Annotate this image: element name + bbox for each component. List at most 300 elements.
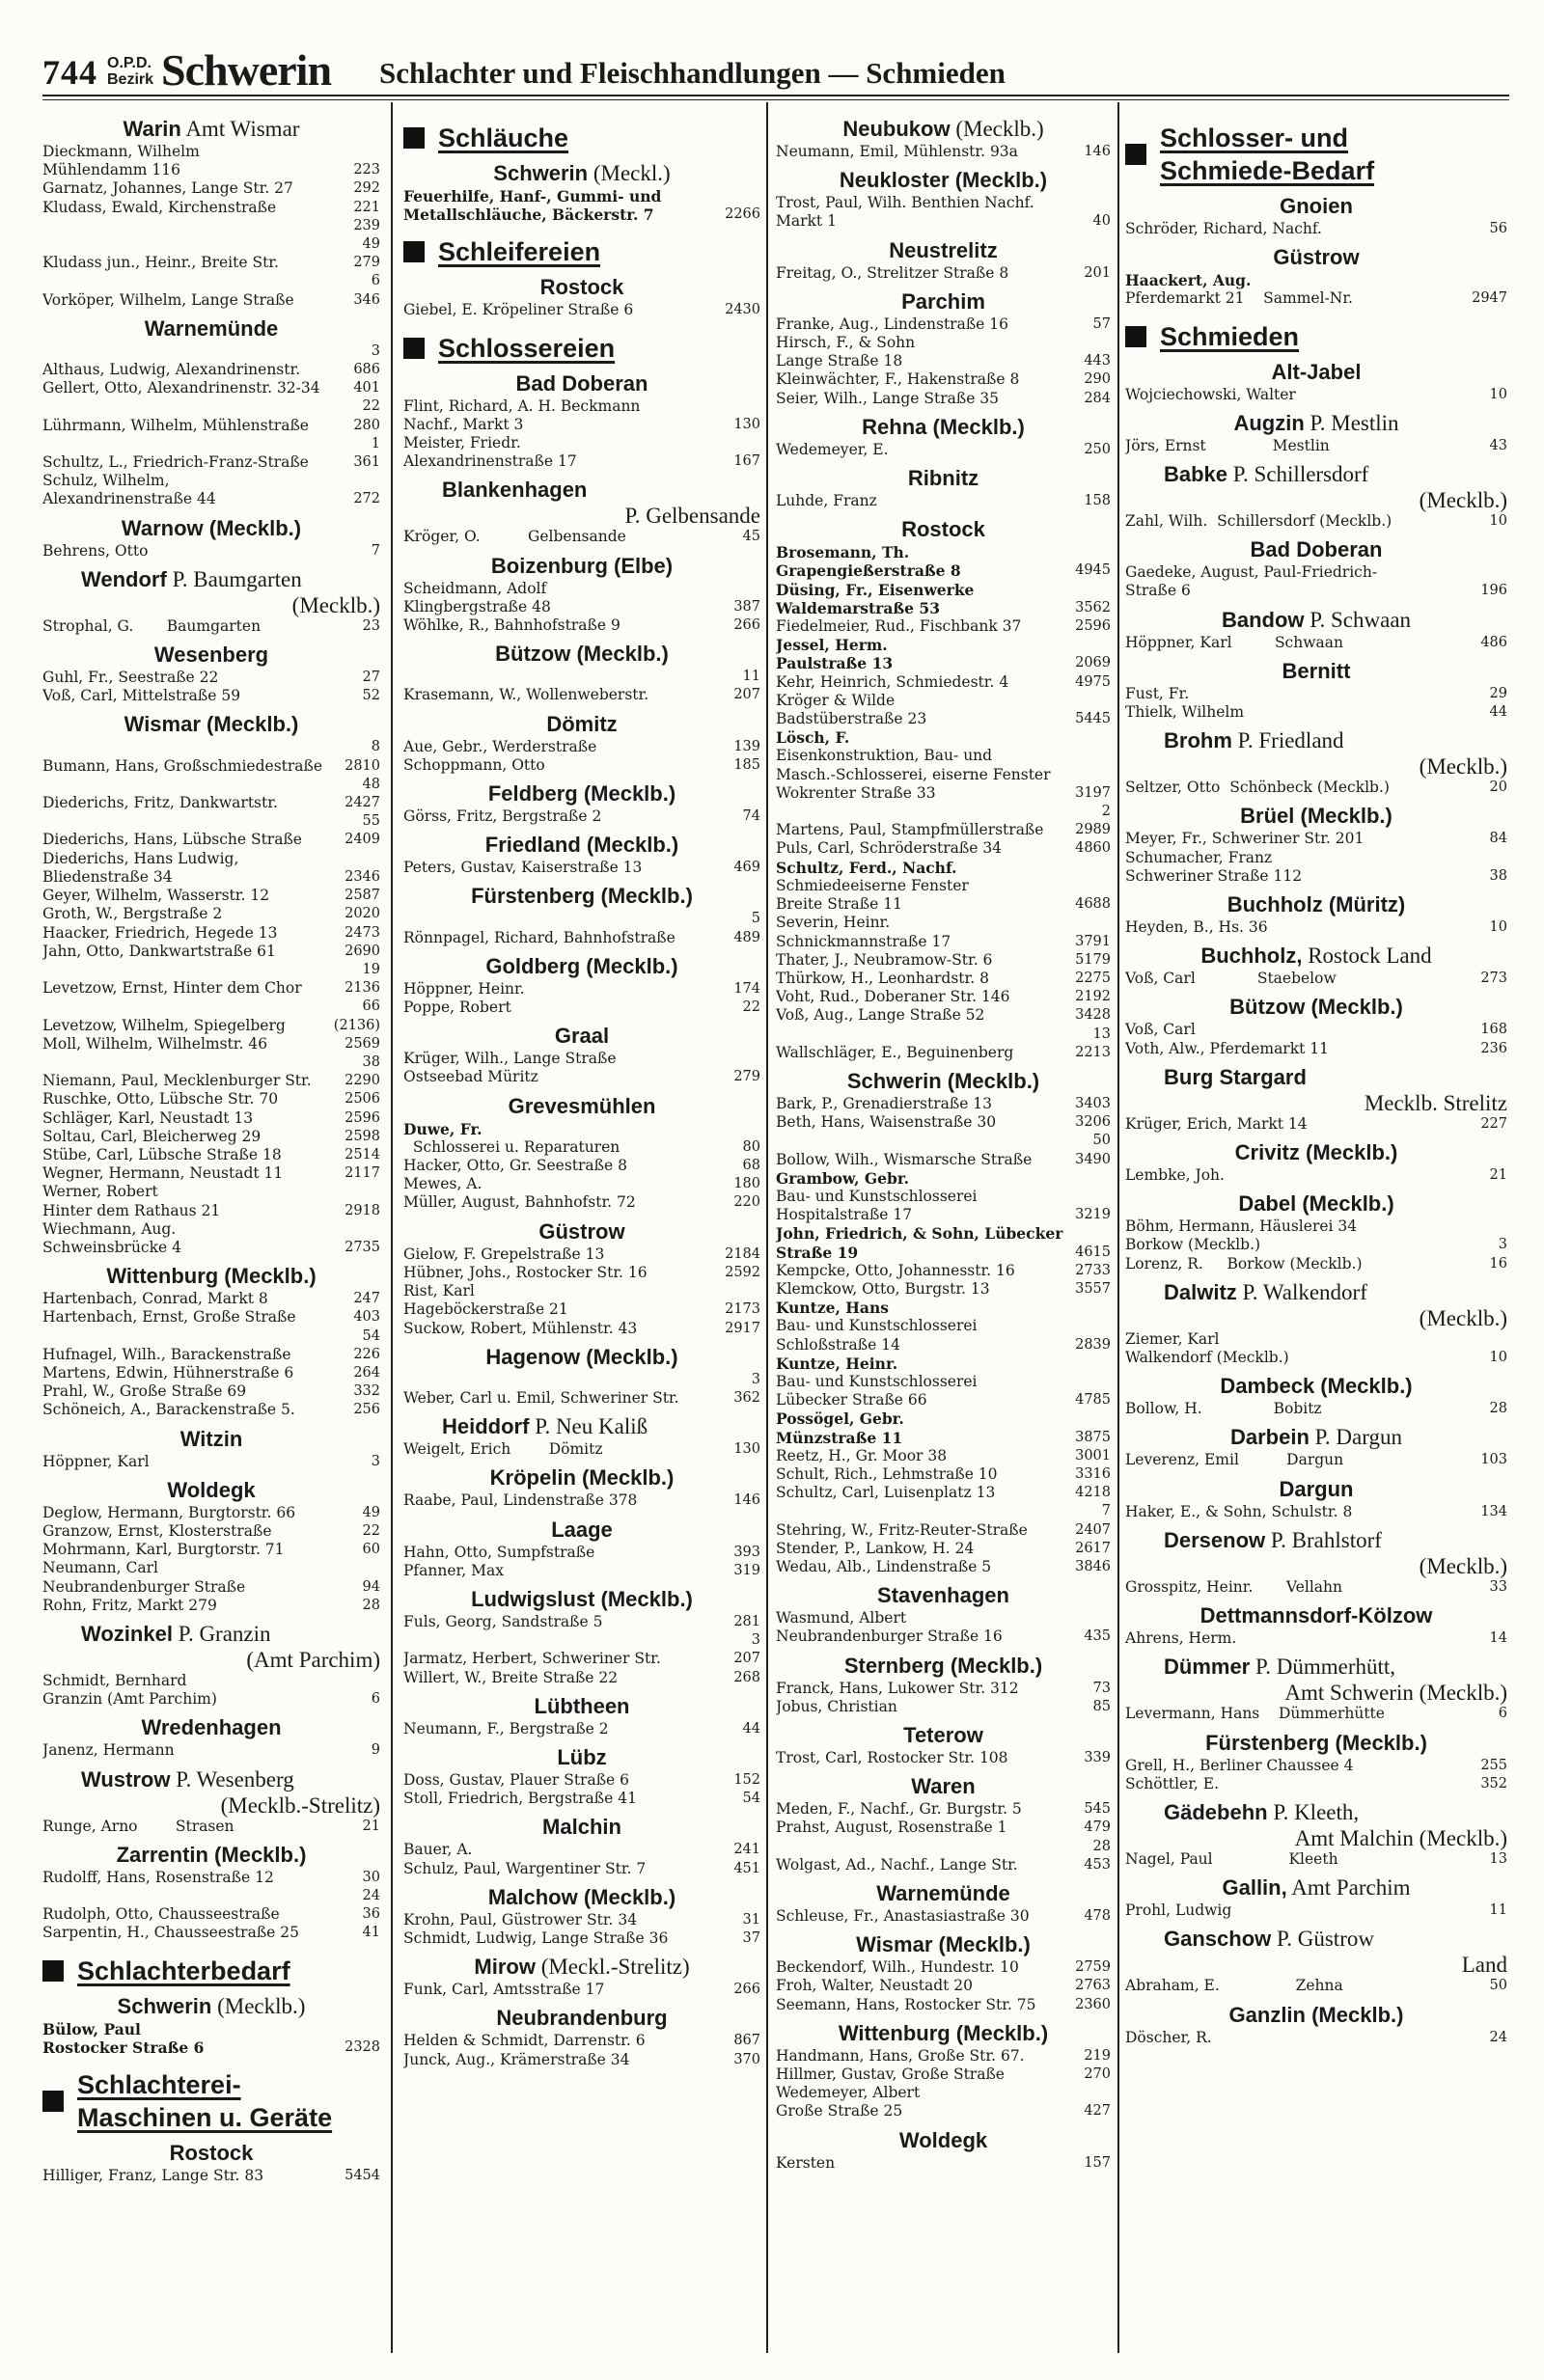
listing-name: Bollow, Wilh., Wismarsche Straße: [776, 1150, 1033, 1168]
listing-name: Groth, W., Bergstraße 2: [42, 905, 223, 923]
phone-number: 10: [1489, 919, 1507, 936]
listing-entry: [42, 235, 380, 272]
phone-number: 139: [733, 738, 760, 754]
town-name: Warin: [123, 117, 181, 141]
phone-number: 2759: [1075, 1959, 1111, 1976]
listing-name: Flint, Richard, A. H. Beckmann Nachf., Markt 3: [403, 397, 641, 433]
town-name: Ribnitz: [907, 466, 979, 491]
listing-name: Scheidmann, Adolf Klingbergstraße 48: [403, 579, 551, 616]
listing-entry: [42, 1290, 380, 1308]
town-heading: [42, 1621, 380, 1672]
phone-number: 80: [742, 1138, 760, 1155]
listing-entry: [776, 1609, 1111, 1646]
listing-entry: [776, 1280, 1111, 1299]
town-heading: [1125, 1527, 1507, 1578]
listing-entry: [403, 1929, 760, 1948]
listing-entry: [776, 1465, 1111, 1484]
listing-entry: [42, 179, 380, 198]
town-heading: [403, 1093, 760, 1120]
listing-name: Hillmer, Gustav, Große Straße: [776, 2065, 1005, 2084]
town-postal-note: (Mecklb.): [211, 1993, 306, 2018]
listing-entry: [42, 199, 380, 217]
phone-number: 7: [371, 542, 380, 559]
listing-name: Hübner, Johs., Rostocker Str. 16: [403, 1263, 648, 1281]
phone-number: 7 2407: [1075, 1503, 1111, 1538]
phone-number: 29: [1489, 685, 1507, 701]
listing-name: Lührmann, Wilhelm, Mühlenstraße: [42, 416, 309, 434]
town-name: Rostock: [169, 2141, 254, 2166]
listing-entry: [1125, 830, 1507, 848]
listing-entry: [776, 1169, 1111, 1188]
listing-name: Seier, Wilh., Lange Straße 35: [776, 389, 1000, 407]
phone-number: 2733: [1075, 1262, 1111, 1278]
town-name: Wismar (Mecklb.): [124, 712, 299, 737]
listing-entry: [42, 397, 380, 434]
listing-entry: [42, 1453, 380, 1471]
listing-name: Schumacher, Franz Schweriner Straße 112: [1125, 848, 1303, 885]
phone-number: 3403: [1075, 1095, 1111, 1111]
town-name: Bandow: [1221, 607, 1305, 632]
town-region: (Mecklb.): [1419, 754, 1507, 780]
listing-entry: [1125, 1757, 1507, 1775]
phone-number: 2763: [1075, 1978, 1111, 1994]
category-title-line: Maschinen u. Geräte: [77, 2103, 333, 2133]
listing-entry: [776, 859, 1111, 877]
listing-name: Strophal, G. Baumgarten: [42, 616, 262, 635]
phone-number: 2569: [345, 1035, 380, 1052]
listing-name: Bau- und Kunstschlosserei Schloßstraße 14: [776, 1317, 978, 1354]
phone-number: 94: [362, 1578, 380, 1595]
listing-name: Helden & Schmidt, Darrenstr. 6: [403, 2032, 646, 2050]
listing-entry: [1125, 1578, 1507, 1597]
district-city: Schwerin: [161, 45, 332, 95]
phone-number: 3001: [1075, 1447, 1111, 1464]
town-name: Wustrow: [81, 1766, 171, 1792]
listing-entry: [42, 669, 380, 687]
phone-number: 2266: [725, 206, 760, 223]
phone-number: 54 226: [353, 1327, 380, 1362]
phone-number: 266: [733, 1982, 760, 1998]
listing-name: Kludass jun., Heinr., Breite Str.: [42, 254, 279, 272]
listing-name: Hufnagel, Wilh., Barackenstraße: [42, 1345, 291, 1363]
listing-name: Fuls, Georg, Sandstraße 5: [403, 1612, 603, 1630]
listing-entry: [42, 1053, 380, 1090]
listing-name: Luhde, Franz: [776, 492, 877, 510]
phone-number: 5454: [345, 2168, 380, 2184]
phone-number: 49: [362, 1504, 380, 1520]
listing-entry: [403, 1175, 760, 1193]
listing-name: Döscher, R.: [1125, 2028, 1212, 2046]
town-name: Ganschow: [1164, 1927, 1272, 1952]
phone-number: 2596: [1075, 618, 1111, 635]
listing-entry: [776, 2084, 1111, 2120]
town-heading: [403, 1954, 760, 1981]
phone-number: 74: [742, 808, 760, 825]
town-heading: [403, 953, 760, 980]
listing-entry: [776, 784, 1111, 803]
phone-number: 28: [362, 1597, 380, 1613]
category-title-line: Schlosser- und: [1160, 123, 1349, 152]
listing-entry: [42, 1164, 380, 1183]
listing-name: Weber, Carl u. Emil, Schweriner Str.: [403, 1388, 679, 1407]
listing-name: Wedemeyer, Albert Große Straße 25: [776, 2084, 921, 2120]
phone-number: 2617: [1075, 1540, 1111, 1556]
listing-name: Wöhlke, R., Bahnhofstraße 9: [403, 616, 620, 635]
town-heading: [403, 160, 760, 187]
listing-name: Reetz, H., Gr. Moor 38: [776, 1446, 948, 1464]
town-name: Laage: [551, 1517, 613, 1542]
listing-name: Stehring, W., Fritz-Reuter-Straße: [776, 1520, 1028, 1539]
town-postal-note: P. Walkendorf: [1236, 1279, 1367, 1304]
listing-entry: [42, 1672, 380, 1709]
listing-name: Dieckmann, Wilhelm Mühlendamm 116: [42, 143, 200, 179]
phone-number: 401: [353, 380, 380, 397]
phone-number: 2328: [345, 2038, 380, 2055]
listing-entry: [42, 1183, 380, 1219]
phone-number: 158: [1084, 493, 1111, 509]
town-heading: [403, 1586, 760, 1613]
category-heading: [403, 122, 760, 154]
phone-number: 50 3490: [1075, 1133, 1111, 1167]
listing-entry: [776, 951, 1111, 970]
listing-name: Wedemeyer, E.: [776, 440, 889, 458]
listing-entry: [1125, 386, 1507, 404]
listing-entry: [776, 1540, 1111, 1558]
listing-name: Voth, Alw., Pferdemarkt 11: [1125, 1039, 1329, 1057]
listing-entry: [776, 1409, 1111, 1446]
listing-entry: [1125, 1451, 1507, 1469]
listing-entry: [403, 1320, 760, 1338]
listing-name: Rist, Karl Hageböckerstraße 21: [403, 1282, 568, 1319]
listing-entry: [42, 379, 380, 397]
town-name: Ganzlin (Mecklb.): [1228, 2002, 1404, 2027]
town-name: Buchholz,: [1200, 944, 1303, 969]
phone-number: 168: [1480, 1022, 1507, 1038]
town-name: Dersenow: [1164, 1527, 1266, 1552]
town-name: Augzin: [1233, 410, 1305, 435]
category-marker: [1125, 144, 1146, 165]
listing-entry: [403, 980, 760, 999]
listing-entry: [403, 1841, 760, 1859]
category-heading: [403, 332, 760, 365]
listing-name: Bollow, H. Bobitz: [1125, 1400, 1322, 1418]
phone-number: 256: [353, 1402, 380, 1418]
phone-number: 1 361: [353, 435, 380, 471]
town-name: Dettmannsdorf-Kölzow: [1199, 1603, 1433, 1628]
listing-name: Kröger, O. Gelbensande: [403, 528, 626, 546]
listing-entry: [403, 1491, 760, 1510]
phone-number: 54: [742, 1791, 760, 1807]
town-heading: [1125, 1926, 1507, 1977]
town-region: P. Gelbensande: [624, 504, 760, 529]
listing-entry: [776, 1996, 1111, 2014]
listing-entry: [42, 943, 380, 961]
listing-name: Jarmatz, Herbert, Schweriner Str.: [403, 1650, 661, 1668]
listing-name: Garnatz, Johannes, Lange Str. 27: [42, 179, 293, 198]
listing-name: Abraham, E. Zehna: [1125, 1977, 1343, 1995]
listing-entry: [403, 738, 760, 756]
phone-number: 284: [1084, 390, 1111, 406]
listing-entry: [403, 1720, 760, 1738]
listing-name: Franke, Aug., Lindenstraße 16: [776, 315, 1009, 333]
listing-entry: [1125, 1040, 1507, 1058]
town-name: Grevesmühlen: [508, 1093, 656, 1118]
listing-name: Schläger, Karl, Neustadt 13: [42, 1108, 254, 1127]
town-heading: [42, 1993, 380, 2020]
phone-number: 272: [353, 491, 380, 507]
phone-number: 2360: [1075, 1996, 1111, 2012]
town-heading: [1125, 1373, 1507, 1400]
listing-entry: [776, 390, 1111, 408]
category-marker: [42, 2091, 64, 2112]
listing-name: Levetzow, Wilhelm, Spiegelberg: [42, 1016, 286, 1034]
listing-name: Giebel, E. Kröpeliner Straße 6: [403, 301, 634, 319]
listing-entry: [42, 850, 380, 887]
phone-number: 3846: [1075, 1559, 1111, 1574]
town-heading: [403, 477, 760, 528]
phone-number: 22: [742, 999, 760, 1016]
phone-number: 241: [733, 1842, 760, 1858]
listing-entry: [42, 143, 380, 179]
listing-name: Junck, Aug., Krämerstraße 34: [403, 2050, 630, 2068]
listing-entry: [776, 2154, 1111, 2173]
town-postal-note: P. Granzin: [172, 1622, 271, 1646]
listing-name: Willert, W., Breite Straße 22: [403, 1668, 619, 1686]
listing-entry: [1125, 1115, 1507, 1134]
section-title: Schlachter und Fleischhandlungen — Schmieden: [379, 56, 1006, 90]
town-postal-note: (Mecklb.): [950, 117, 1044, 141]
town-heading: [403, 1023, 760, 1050]
listing-entry: [776, 1819, 1111, 1837]
listing-name: Stübe, Carl, Lübsche Straße 18: [42, 1145, 282, 1163]
listing-name: Trost, Paul, Wilh. Benthien Nachf. Markt 1: [776, 194, 1034, 231]
town-name: Wredenhagen: [141, 1715, 282, 1740]
listing-name: Diederichs, Fritz, Dankwartstr.: [42, 794, 278, 812]
phone-number: 2430: [725, 302, 760, 318]
listing-name: Heyden, B., Hs. 36: [1125, 918, 1268, 937]
listing-name: Meden, F., Nachf., Gr. Burgstr. 5: [776, 1800, 1022, 1819]
listing-entry: [1125, 512, 1507, 531]
category-title: [438, 235, 600, 268]
phone-number: 130: [733, 1441, 760, 1458]
listing-name: Martens, Paul, Stampfmüllerstraße: [776, 821, 1044, 839]
listing-name: Gielow, F. Grepelstraße 13: [403, 1245, 605, 1263]
listing-name: Hirsch, F., & Sohn Lange Straße 18: [776, 334, 916, 370]
listing-name: Wegner, Hermann, Neustadt 11: [42, 1164, 284, 1183]
phone-number: 21: [1489, 1167, 1507, 1184]
listing-entry: [403, 1981, 760, 1999]
phone-number: 2117: [345, 1165, 380, 1182]
town-heading: [776, 1880, 1111, 1907]
listing-entry: [776, 264, 1111, 283]
town-heading: [776, 1931, 1111, 1958]
town-name: Lübz: [557, 1744, 607, 1769]
phone-number: 13 2213: [1075, 1026, 1111, 1060]
listing-entry: [42, 738, 380, 775]
category-marker: [403, 338, 425, 359]
listing-name: Diederichs, Hans Ludwig, Bliedenstraße 34: [42, 849, 244, 886]
listing-entry: [776, 1224, 1111, 1261]
column-4: [1125, 110, 1507, 2351]
phone-number: 13: [1489, 1850, 1507, 1867]
listing-name: Severin, Heinr. Schnickmannstraße 17: [776, 914, 951, 950]
listing-name: Kempcke, Otto, Johannesstr. 16: [776, 1261, 1015, 1279]
listing-name: Bumann, Hans, Großschmiedestraße: [42, 756, 323, 775]
listing-entry: [403, 2051, 760, 2069]
listing-entry: [403, 910, 760, 946]
town-heading: [42, 1426, 380, 1453]
listing-name: Trost, Carl, Rostocker Str. 108: [776, 1749, 1008, 1767]
town-heading: [776, 1582, 1111, 1609]
phone-number: 167: [733, 453, 760, 470]
listing-entry: [776, 1373, 1111, 1409]
phone-number: 201: [1084, 264, 1111, 281]
listing-entry: [776, 543, 1111, 580]
town-heading: [776, 167, 1111, 194]
header-rule: [42, 95, 1509, 96]
listing-name: Lorenz, R. Borkow (Mecklb.): [1125, 1254, 1363, 1272]
town-name: Bützow (Mecklb.): [495, 642, 669, 667]
town-heading: [1125, 461, 1507, 512]
listing-entry: [776, 2047, 1111, 2065]
listing-entry: [776, 914, 1111, 950]
listing-name: Freitag, O., Strelitzer Straße 8: [776, 263, 1009, 282]
town-name: Woldegk: [167, 1477, 256, 1502]
phone-number: 221: [353, 199, 380, 215]
category-heading: [1125, 320, 1507, 353]
category-title-line: Schlachterei-: [77, 2070, 241, 2100]
listing-entry: [403, 1860, 760, 1878]
phone-number: 37: [742, 1929, 760, 1946]
category-heading: [403, 235, 760, 268]
listing-entry: [42, 1818, 380, 1836]
town-heading: [1125, 891, 1507, 918]
listing-name: Schmidt, Ludwig, Lange Straße 36: [403, 1929, 669, 1947]
listing-name: Kehr, Heinrich, Schmiedestr. 4: [776, 672, 1009, 691]
town-heading: [1125, 244, 1507, 271]
listing-name: Diederichs, Hans, Lübsche Straße: [42, 831, 302, 849]
phone-number: 223: [353, 162, 380, 178]
listing-name: Thielk, Wilhelm: [1125, 703, 1245, 722]
town-postal-note: P. Neu Kaliß: [529, 1414, 648, 1439]
category-marker: [1125, 326, 1146, 347]
town-heading: [42, 711, 380, 738]
listing-entry: [403, 1544, 760, 1562]
category-title-line: Schmieden: [1160, 321, 1300, 351]
town-name: Warnemünde: [876, 1881, 1010, 1906]
listing-name: Vorköper, Wilhelm, Lange Straße: [42, 290, 294, 309]
phone-number: 332: [353, 1383, 380, 1400]
listing-name: Feuerhilfe, Hanf-, Gummi- und Metallschläuche, Bäckerstr. 7: [403, 187, 662, 225]
phone-number: 45: [742, 529, 760, 545]
town-heading: [403, 2005, 760, 2032]
listing-entry: [1125, 1217, 1507, 1254]
listing-entry: [42, 435, 380, 472]
listing-name: Schulz, Wilhelm, Alexandrinenstraße 44: [42, 472, 216, 508]
phone-number: 2598: [345, 1128, 380, 1144]
listing-entry: [776, 315, 1111, 334]
listing-entry: [403, 397, 760, 434]
listing-name: Froh, Walter, Neustadt 20: [776, 1977, 974, 1995]
town-postal-note: Rostock Land: [1302, 944, 1432, 969]
phone-number: 264: [353, 1364, 380, 1381]
town-heading: [1125, 943, 1507, 970]
listing-entry: [403, 1669, 760, 1687]
phone-number: 867: [733, 2033, 760, 2049]
listing-name: Wedau, Alb., Lindenstraße 5: [776, 1558, 992, 1575]
phone-number: 33: [1489, 1578, 1507, 1595]
town-heading: [1125, 1279, 1507, 1330]
town-heading: [1125, 1874, 1507, 1901]
phone-number: 52: [362, 688, 380, 704]
phone-number: 14: [1489, 1630, 1507, 1647]
town-name: Brohm: [1164, 728, 1232, 753]
town-name: Crivitz (Mecklb.): [1234, 1140, 1398, 1165]
phone-number: 10: [1489, 386, 1507, 402]
listing-entry: [403, 1440, 760, 1459]
town-heading: [42, 116, 380, 143]
category-heading: [42, 2068, 380, 2134]
listing-name: Weigelt, Erich Dömitz: [403, 1440, 603, 1459]
listing-entry: [776, 1317, 1111, 1354]
listing-entry: [776, 747, 1111, 783]
town-postal-note: P. Dümmerhütt,: [1250, 1655, 1396, 1680]
listing-entry: [776, 1698, 1111, 1716]
listing-name: Wiechmann, Aug. Schweinsbrücke 4: [42, 1219, 181, 1256]
category-title: [77, 1955, 290, 1987]
header-rule-thin: [42, 99, 1509, 100]
town-region: (Mecklb.-Strelitz): [220, 1792, 380, 1818]
phone-number: 44: [742, 1720, 760, 1737]
listing-name: Thater, J., Neubramow-Str. 6: [776, 950, 993, 969]
category-title: [77, 2068, 332, 2134]
listing-entry: [42, 542, 380, 561]
listing-entry: [42, 1364, 380, 1382]
phone-number: 4975: [1075, 673, 1111, 690]
listing-name: Neumann, Carl Neubrandenburger Straße: [42, 1559, 246, 1596]
phone-number: 2917: [725, 1320, 760, 1336]
listing-entry: [1125, 703, 1507, 722]
listing-entry: [1125, 1021, 1507, 1039]
town-heading: [403, 711, 760, 738]
phone-number: 130: [733, 416, 760, 432]
listing-name: Althaus, Ludwig, Alexandrinenstr.: [42, 361, 301, 379]
listing-entry: [1125, 970, 1507, 988]
town-name: Schwerin: [493, 161, 589, 185]
town-heading: [403, 274, 760, 301]
page-number: 744: [42, 53, 97, 92]
listing-entry: [42, 1090, 380, 1108]
listing-name: Krasemann, W., Wollenweberstr.: [403, 686, 649, 704]
listing-name: Haacker, Friedrich, Hegede 13: [42, 923, 278, 942]
phone-number: 43: [1489, 437, 1507, 453]
town-region: (Mecklb.): [291, 592, 380, 617]
town-heading: [1125, 1476, 1507, 1503]
town-heading: [403, 553, 760, 580]
phone-number: 21: [362, 1818, 380, 1834]
listing-entry: [776, 1484, 1111, 1502]
category-marker: [403, 241, 425, 262]
town-postal-note: P. Friedland: [1231, 728, 1344, 753]
town-name: Stavenhagen: [877, 1583, 1009, 1608]
town-heading: [42, 1842, 380, 1869]
phone-number: 2735: [345, 1239, 380, 1255]
listing-name: Beckendorf, Wilh., Hundestr. 10: [776, 1958, 1019, 1977]
phone-number: 3219: [1075, 1207, 1111, 1223]
listing-entry: [776, 988, 1111, 1006]
town-heading: [1125, 1654, 1507, 1705]
listing-entry: [776, 1907, 1111, 1926]
